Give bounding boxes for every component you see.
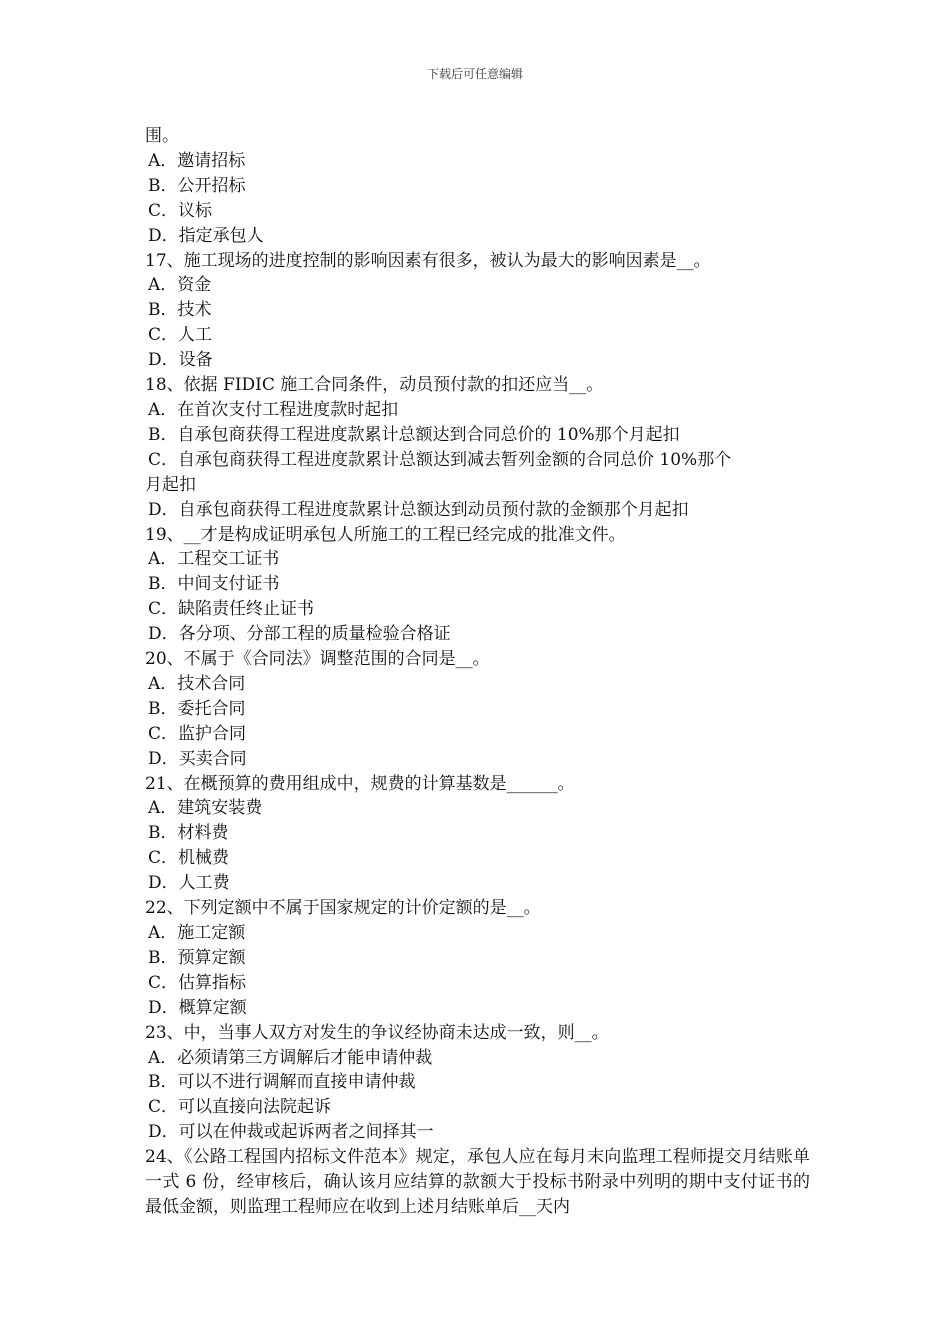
answer-option: C．缺陷责任终止证书 — [148, 599, 315, 620]
answer-option: D．概算定额 — [148, 997, 247, 1018]
answer-option: D．指定承包人 — [148, 225, 264, 246]
question-text: 18、依据 FIDIC 施工合同条件，动员预付款的扣还应当__。 — [145, 375, 604, 396]
answer-option: B．材料费 — [148, 823, 229, 844]
answer-option: B．中间支付证书 — [148, 574, 280, 595]
question-text: 20、不属于《合同法》调整范围的合同是__。 — [145, 649, 490, 670]
answer-option: C．议标 — [148, 200, 213, 221]
answer-option: D．各分项、分部工程的质量检验合格证 — [148, 624, 451, 645]
text-line: 月起扣 — [145, 474, 196, 495]
answer-option: C．估算指标 — [148, 972, 247, 993]
answer-option: A．必须请第三方调解后才能申请仲裁 — [148, 1047, 433, 1068]
answer-option: D．设备 — [148, 350, 213, 371]
question-text: 17、施工现场的进度控制的影响因素有很多，被认为最大的影响因素是__。 — [145, 250, 711, 271]
answer-option: D．自承包商获得工程进度款累计总额达到动员预付款的金额那个月起扣 — [148, 499, 689, 520]
answer-option: B．公开招标 — [148, 175, 246, 196]
answer-option: A．施工定额 — [148, 923, 246, 943]
answer-option: A．技术合同 — [148, 673, 246, 694]
answer-option: A．工程交工证书 — [148, 549, 280, 570]
answer-option: C．可以直接向法院起诉 — [148, 1097, 332, 1118]
answer-option: D．人工费 — [148, 873, 230, 894]
answer-option: B．可以不进行调解而直接申请仲裁 — [148, 1072, 416, 1093]
answer-option: B．预算定额 — [148, 947, 246, 968]
answer-option: A．在首次支付工程进度款时起扣 — [148, 399, 399, 420]
question-text: 19、__才是构成证明承包人所施工的工程已经完成的批准文件。 — [145, 524, 626, 545]
answer-option: B．自承包商获得工程进度款累计总额达到合同总价的 10%那个月起扣 — [148, 424, 680, 445]
answer-option: D．买卖合同 — [148, 748, 247, 769]
answer-option: C．监护合同 — [148, 723, 247, 744]
answer-option: A．建筑安装费 — [148, 798, 263, 819]
answer-option: B．技术 — [148, 300, 212, 321]
answer-option: C．自承包商获得工程进度款累计总额达到减去暂列金额的合同总价 10%那个 — [148, 449, 732, 470]
answer-option: B．委托合同 — [148, 698, 246, 719]
answer-option: D．可以在仲裁或起诉两者之间择其一 — [148, 1122, 434, 1143]
page-header: 下载后可任意编辑 — [426, 67, 523, 81]
question-lines — [145, 124, 810, 1145]
document-body — [145, 124, 810, 1220]
question-text: 22、下列定额中不属于国家规定的计价定额的是__。 — [145, 898, 541, 919]
question-text: 23、中，当事人双方对发生的争议经协商未达成一致，则__。 — [145, 1022, 609, 1043]
answer-option: C．机械费 — [148, 848, 230, 869]
answer-option: A．邀请招标 — [148, 150, 246, 171]
answer-option: A．资金 — [148, 275, 212, 296]
answer-option: C．人工 — [148, 325, 213, 346]
text-line: 围。 — [145, 126, 179, 146]
question-text: 21、在概预算的费用组成中，规费的计算基数是______。 — [145, 773, 575, 794]
question-24-paragraph: 24、《公路工程国内招标文件范本》规定，承包人应在每月末向监理工程师提交月结账单一式 6 份，经审核后，确认该月应结算的款额大于投标书附录中列明的期中支付证书的最低金额，则监理工程师应在收到上述月结账单后__天内 — [145, 1147, 810, 1217]
